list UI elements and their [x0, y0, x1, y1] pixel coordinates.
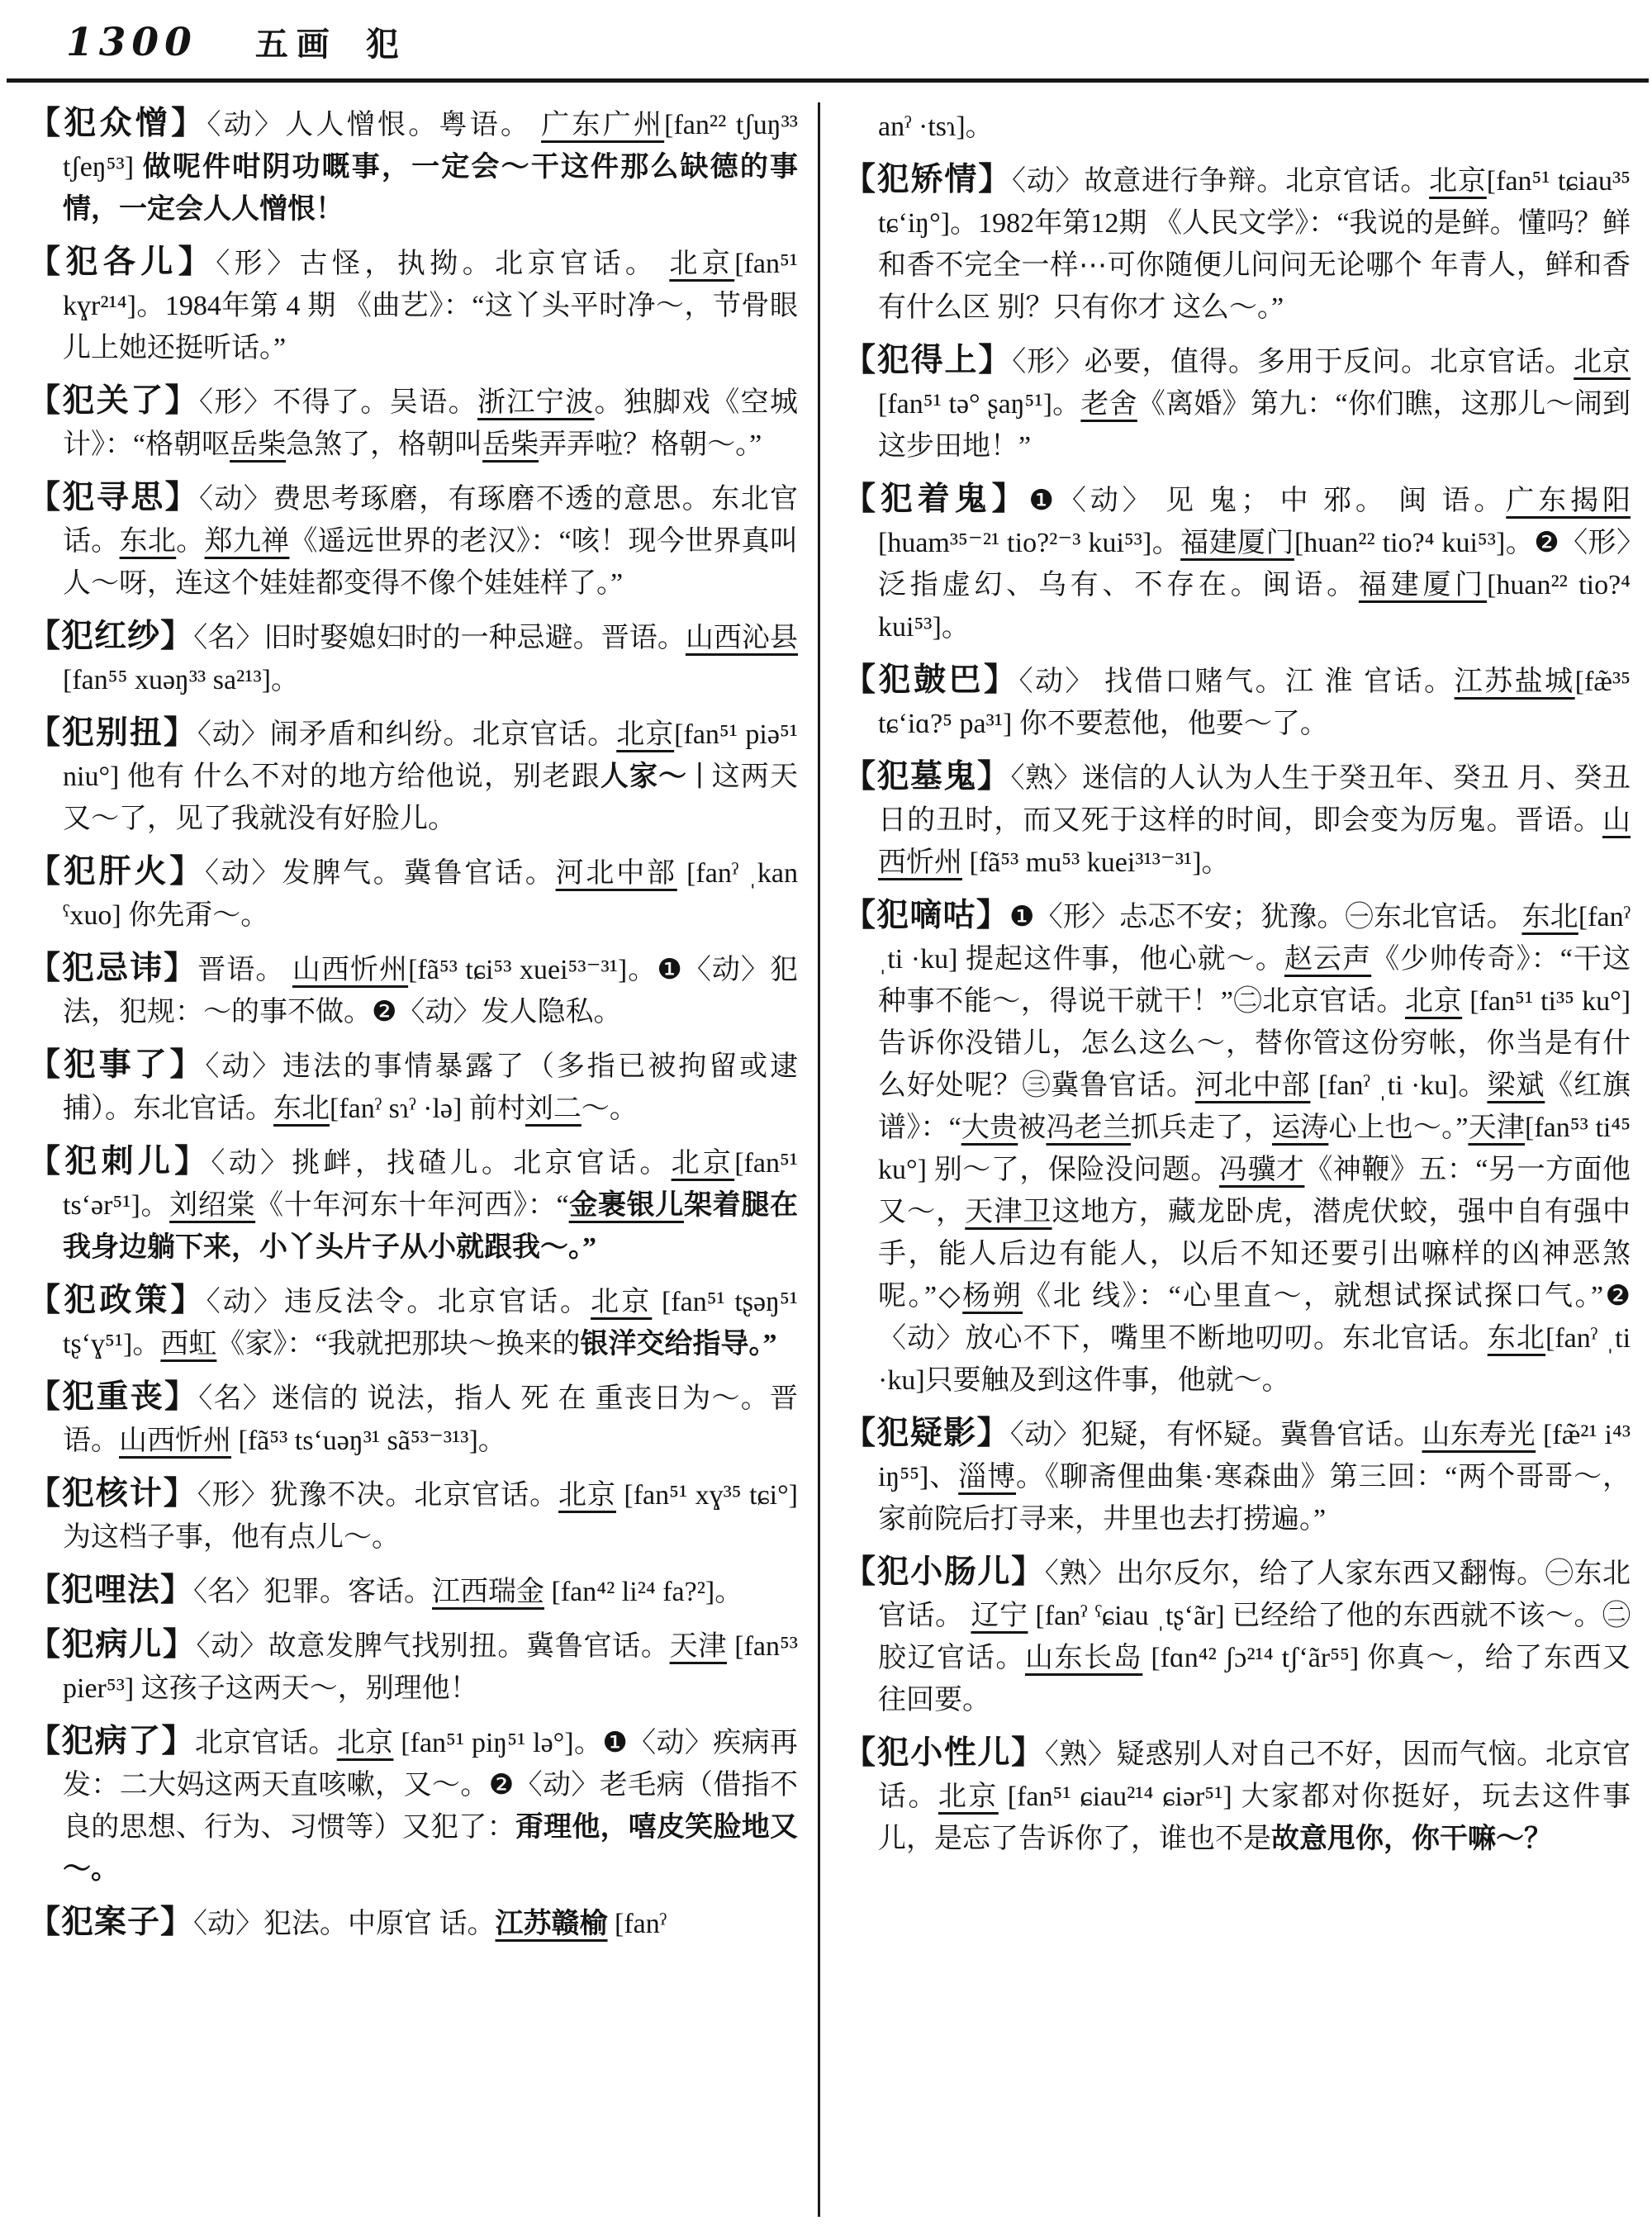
entry-headword: 【犯寻思】 — [28, 480, 199, 515]
entry-text: 。独脚戏《空城计》：“格朝呕 — [63, 387, 799, 460]
entry-text: 心上也～。” — [1328, 1113, 1469, 1143]
header-rule — [7, 78, 1649, 83]
entry-text: [fan⁵¹ piə⁵¹ niu°] 他有 什么不对的地方给他说，别老跟 — [63, 719, 798, 792]
proper-noun: 北京 — [1405, 986, 1463, 1017]
entry-headword: 【犯皷巴】 — [843, 662, 1019, 698]
proper-noun: 北京 — [938, 1782, 999, 1812]
entry-text: 银洋交给指导。” — [580, 1329, 777, 1359]
proper-noun: 岳柴 — [230, 429, 287, 460]
entry-text: [fæ̃²¹ i⁴³ iŋ⁵⁵]、 — [878, 1420, 1631, 1492]
proper-noun: 福建厦门 — [1180, 528, 1294, 558]
proper-noun: 江西瑞金 — [432, 1577, 545, 1607]
entry-text: [fanˀ ˌti ·ku]只要触及到这件事，他就～。 — [878, 1323, 1631, 1396]
dictionary-entry — [843, 1412, 1631, 1540]
entry-headword: 【犯肝火】 — [28, 854, 205, 890]
entry-text: 《北 线》：“心里直～，就想试探试探口气。”❷〈动〉放心不下，嘴里不断地叨叨。东北官话。 — [878, 1281, 1631, 1354]
entry-text: [fã⁵³ tɕi⁵³ xuei⁵³⁻³¹]。❶〈动〉犯法，犯规：～的事不做。❷〈动〉发人隐私。 — [63, 955, 798, 1027]
section-title — [255, 18, 399, 65]
proper-noun: 淄博 — [958, 1462, 1017, 1492]
entry-text: [fanˀ ˌti ·ku] 提起这件事，他心就～。 — [878, 902, 1631, 975]
entry-text: 架着腿在我身边躺下来，小丫头片子从小就跟我～。” — [63, 1190, 798, 1263]
entry-text: 〈形〉不得了。吴语。 — [199, 387, 477, 418]
dictionary-entry — [28, 1569, 798, 1613]
entry-text: 〈熟〉迷信的人认为人生于癸丑年、癸丑 月、癸丑日的丑时，而又死于这样的时间，即会变为厉鬼。晋语。 — [878, 763, 1631, 836]
entry-text: ❶〈动〉 见 鬼； 中 邪。 闽 语。 — [1028, 486, 1507, 516]
entry-headword: 【犯墓鬼】 — [843, 759, 1011, 795]
proper-noun: 大贵 — [961, 1113, 1018, 1143]
entry-headword: 【犯事了】 — [28, 1047, 206, 1083]
dictionary-entry — [843, 106, 1631, 148]
entry-text: 《遥远世界的老汉》：“咳！现今世界真叫人～呀，连这个娃娃都变得不像个娃娃样了。” — [63, 526, 799, 599]
dictionary-entry — [28, 1044, 798, 1130]
entry-text: 做呢件咁阴功嘅事，一定会～干这件那么缺德的事情，一定会人人憎恨！ — [63, 152, 798, 225]
proper-noun: 老舍 — [1080, 389, 1137, 420]
entry-text: [fan⁵¹ tʂəŋ⁵¹ tʂ‘ɣ⁵¹]。 — [63, 1287, 798, 1359]
entry-headword: 【犯矫情】 — [843, 162, 1013, 197]
proper-noun: 天津 — [1468, 1113, 1525, 1143]
entry-text: 〈名〉旧时娶媳妇时的一种忌避。晋语。 — [193, 623, 686, 653]
entry-text: [huam³⁵⁻²¹ tio?²⁻³ kui⁵³]。 — [878, 528, 1181, 558]
entry-text: 《红旗谱》：“ — [878, 1070, 1631, 1143]
dictionary-entry — [28, 241, 798, 369]
entry-text: 《少帅传奇》：“干这种事不能～，得说干就干！”㊁北京官话。 — [878, 944, 1631, 1017]
entry-text: [fan⁵¹ xɣ³⁵ tɕi°] 为这档子事，他有点儿～。 — [63, 1480, 799, 1553]
entry-text: 〈形〉必要，值得。多用于反问。北京官话。 — [1012, 347, 1574, 377]
entry-text: 晋语。 — [197, 955, 292, 985]
entry-text: [fanˀ sɿˀ ·lə] 前村 — [330, 1094, 525, 1124]
radical-char: 犯 — [365, 26, 399, 63]
entry-headword: 【犯病了】 — [28, 1724, 195, 1759]
entry-text: 〈动〉闹矛盾和纠纷。北京官话。 — [197, 719, 617, 750]
proper-noun: 北京 — [591, 1287, 653, 1317]
entry-text: 〈动〉犯疑，有怀疑。冀鲁官话。 — [1009, 1420, 1422, 1450]
dictionary-entry — [28, 1473, 798, 1559]
proper-noun: 广东广州 — [541, 110, 665, 140]
entry-text: [fan²² tʃuŋ³³ tʃeŋ⁵³] — [63, 110, 799, 183]
dictionary-entry — [28, 102, 798, 230]
dictionary-entry — [28, 851, 798, 937]
dictionary-entry — [28, 712, 798, 840]
stroke-count-label: 五画 — [254, 26, 338, 63]
proper-noun: 河北中部 — [555, 858, 677, 889]
proper-noun: 北京 — [1574, 347, 1631, 377]
proper-noun: 岳柴 — [482, 429, 539, 460]
proper-noun: 辽宁 — [971, 1601, 1028, 1631]
entry-text: 〈动〉犯法。中原官 话。 — [193, 1909, 496, 1939]
entry-headword: 【犯病儿】 — [28, 1627, 197, 1663]
entry-headword: 【犯关了】 — [28, 383, 199, 419]
proper-noun: 郑九禅 — [204, 526, 290, 557]
proper-noun: 运涛 — [1271, 1113, 1329, 1143]
proper-noun: 浙江宁波 — [477, 387, 595, 418]
entry-text: [fan⁵³ pier⁵³] 这孩子这两天～，别理他！ — [63, 1631, 798, 1704]
entry-text: 急煞了，格朝叫 — [286, 429, 483, 460]
entry-text: [fan⁵³ ti⁴⁵ ku°] 别～了，保险没问题。 — [878, 1113, 1631, 1185]
dictionary-entry — [843, 756, 1631, 884]
entry-text: 。《聊斋俚曲集·寒森曲》第三回：“两个哥哥～，家前院后打寻来，井里也去打捞遍。” — [878, 1462, 1631, 1535]
dictionary-entry — [843, 478, 1631, 648]
entry-text: [fã⁵³ ts‘uəŋ³¹ sã⁵³⁻³¹³]。 — [231, 1426, 506, 1456]
dictionary-entry — [28, 1624, 798, 1710]
entry-text: 《神鞭》五：“另一方面他又～， — [878, 1155, 1631, 1227]
entry-headword: 【犯政策】 — [28, 1283, 206, 1318]
right-column — [818, 102, 1652, 2217]
proper-noun: 江苏盐城 — [1454, 667, 1575, 697]
entry-headword: 【犯忌讳】 — [28, 951, 198, 986]
entry-text: 被 — [1018, 1113, 1047, 1143]
dictionary-entry — [28, 477, 798, 605]
entry-headword: 【犯众憎】 — [28, 106, 207, 141]
dictionary-entry — [843, 1551, 1631, 1721]
proper-noun: 北京 — [671, 1148, 735, 1179]
entry-text: 〈动〉故意发脾气找别扭。冀鲁官话。 — [196, 1631, 670, 1662]
proper-noun: 河北中部 — [1194, 1070, 1311, 1101]
page-header — [0, 0, 1652, 65]
entry-text: 这地方，藏龙卧虎，潜虎伏蛟，强中自有强中手，能人后边有能人，以后不知还要引出嘛样的凶神恶煞呢。”◇ — [878, 1197, 1631, 1312]
entry-text: 〈动〉违法的事情暴露了（多指已被拘留或逮捕）。东北官话。 — [63, 1051, 798, 1124]
entry-text: [huan²² tio?⁴ kui⁵³]。❷〈形〉泛指虚幻、乌有、不存在。闽语。 — [878, 528, 1631, 600]
entry-text: [fan⁵¹ tə° ʂaŋ⁵¹]。 — [878, 389, 1081, 420]
proper-noun: 山东长岛 — [1024, 1643, 1143, 1673]
proper-noun: 西虹 — [160, 1329, 217, 1359]
entry-text: 〈名〉犯罪。客话。 — [193, 1577, 433, 1607]
entry-text: 。 — [176, 526, 205, 557]
entry-headword: 【犯别扭】 — [28, 715, 197, 751]
proper-noun: 北京 — [669, 249, 735, 279]
entry-text: 〈形〉犹豫不决。北京官话。 — [197, 1480, 559, 1511]
entry-text: [fã⁵³ mu⁵³ kuei³¹³⁻³¹]。 — [962, 847, 1230, 878]
entry-headword: 【犯着鬼】 — [843, 482, 1029, 517]
dictionary-entry — [843, 339, 1631, 467]
proper-noun: 福建厦门 — [1358, 570, 1488, 600]
dictionary-entry — [843, 159, 1631, 329]
proper-noun: 冯老兰 — [1046, 1113, 1132, 1143]
proper-noun: 梁斌 — [1487, 1070, 1545, 1101]
dictionary-entry — [28, 1720, 798, 1891]
proper-noun: 广东揭阳 — [1506, 486, 1631, 516]
dictionary-entry — [843, 659, 1631, 745]
proper-noun: 北京 — [1429, 166, 1487, 197]
dictionary-entry — [28, 1901, 798, 1945]
entry-text: 北京官话。 — [194, 1728, 337, 1758]
proper-noun: 山西忻州 — [119, 1426, 231, 1456]
proper-noun: 冯骥才 — [1218, 1155, 1305, 1185]
entry-headword: 【犯重丧】 — [28, 1379, 199, 1415]
proper-noun: 金裹银儿 — [568, 1190, 684, 1221]
dictionary-entry — [28, 1376, 798, 1462]
entry-text: [fan⁵¹ kɣr²¹⁴]。1984年第 4 期 《曲艺》：“这丫头平时净～，节骨眼儿上她还挺听话。” — [63, 249, 798, 363]
entry-headword: 【犯小性儿】 — [843, 1735, 1045, 1771]
entry-text: [fan⁵¹ ti³⁵ ku°] 告诉你没错儿，怎么这么～，替你管这份穷帐，你当是有什么好处呢？㊂冀鲁官话。 — [878, 986, 1631, 1101]
entry-text: 人家～ — [600, 762, 688, 792]
entry-text: 〈熟〉疑惑别人对自己不好，因而气恼。北京官话。 — [878, 1739, 1631, 1812]
proper-noun: 山西忻州 — [878, 805, 1631, 878]
entry-headword: 【犯嘀咕】 — [843, 898, 1009, 933]
proper-noun: 天津 — [669, 1631, 727, 1662]
entry-text: 《十年河东十年河西》：“ — [255, 1190, 569, 1221]
entry-text: 《家》：“我就把那块～换来的 — [216, 1329, 581, 1359]
proper-noun: 北京 — [558, 1480, 616, 1511]
left-column — [0, 102, 818, 2217]
proper-noun: 江苏赣榆 — [495, 1909, 608, 1939]
entry-text: 〈动〉人人憎恨。粤语。 — [206, 110, 542, 140]
entry-text: [fan⁴² li²⁴ fa?²]。 — [544, 1577, 743, 1607]
proper-noun: 北京 — [336, 1728, 394, 1758]
proper-noun: 北京 — [616, 719, 675, 750]
entry-text: 弄弄啦？格朝～。” — [539, 429, 762, 460]
entry-text: 〈熟〉出尔反尔，给了人家东西又翻悔。㊀东北官话。 — [878, 1559, 1631, 1631]
entry-text: [fæ̃³⁵ tɕ‘iɑ?⁵ pa³¹] 你不要惹他，他要～了。 — [878, 667, 1631, 739]
entry-text: 〈动〉故意进行争辩。北京官话。 — [1012, 166, 1430, 197]
entry-text: 〈形〉古怪，执拗。北京官话。 — [216, 249, 670, 279]
entry-text: 《离婚》第九：“你们瞧，这那儿～闹到这步田地！” — [878, 389, 1631, 462]
entry-text: [fɑn⁴² ʃɔ²¹⁴ tʃ‘ãr⁵⁵] 你真～，给了东西又往回要。 — [878, 1643, 1631, 1715]
entry-text: 〈动〉挑衅，找碴儿。北京官话。 — [211, 1148, 672, 1179]
entry-headword: 【犯小肠儿】 — [843, 1554, 1045, 1590]
entry-text: 故意甩你，你干嘛～？ — [1271, 1824, 1552, 1854]
proper-noun: 东北 — [273, 1094, 330, 1124]
entry-text: [fan⁵¹ piŋ⁵¹ lə°]。❶〈动〉疾病再发：二大妈这两天直咳嗽，又～。❷〈动〉老毛病（借指不良的思想、行为、习惯等）又犯了： — [63, 1728, 799, 1843]
proper-noun: 东北 — [119, 526, 177, 557]
entry-headword: 【犯案子】 — [28, 1905, 194, 1940]
entry-text: anˀ ·tsɿ]。 — [878, 112, 994, 142]
dictionary-entry — [28, 1141, 798, 1269]
dictionary-entry — [28, 615, 798, 701]
proper-noun: 山西沁县 — [685, 623, 799, 653]
entry-text: [fanˀ — [607, 1909, 667, 1939]
entry-text: [fan⁵¹ tɕiau³⁵ tɕ‘iŋ°]。1982年第12期 《人民文学》：“我说的是鲜。懂吗？鲜和香不完全一样⋯可你随便儿问问无论哪个 年青人，鲜和香有什么区 别？只有你才 这么～。” — [878, 166, 1631, 323]
entry-text: [fan⁵¹ ts‘ər⁵¹]。 — [63, 1148, 798, 1221]
entry-text: 抓兵走了， — [1131, 1113, 1272, 1143]
proper-noun: 杨朔 — [962, 1281, 1023, 1312]
proper-noun: 山东寿光 — [1422, 1420, 1536, 1450]
dictionary-body — [0, 102, 1652, 2217]
entry-text: 甭理他，嘻皮笑脸地又～。 — [63, 1812, 799, 1885]
entry-text: [fan⁵⁵ xuəŋ³³ sa²¹³]。 — [63, 665, 299, 695]
proper-noun: 赵云声 — [1284, 944, 1372, 975]
entry-text: 〈动〉 找借口赌气。江 淮 官话。 — [1018, 667, 1455, 697]
entry-text: 〈动〉违反法令。北京官话。 — [206, 1287, 591, 1317]
entry-text: 〈动〉费思考琢磨，有琢磨不透的意思。东北官话。 — [63, 484, 798, 557]
entry-text: [fanˀ ˁɕiau ˌtʂ‘ãr] 已经给了他的东西就不该～。㊁胶辽官话。 — [878, 1601, 1631, 1673]
entry-headword: 【犯哩法】 — [28, 1573, 194, 1608]
entry-text: [huan²² tio?⁴ kui⁵³]。 — [878, 570, 1631, 643]
entry-headword: 【犯红纱】 — [28, 619, 194, 654]
entry-text: ❶〈形〉忐忑不安；犹豫。㊀东北官话。 — [1009, 902, 1522, 932]
proper-noun: 天津卫 — [965, 1197, 1052, 1227]
entry-text: ∣ 这两天又～了，见了我就没有好脸儿。 — [63, 762, 798, 834]
entry-text: 〈动〉发脾气。冀鲁官话。 — [205, 858, 556, 889]
entry-headword: 【犯各儿】 — [28, 244, 216, 280]
entry-text: [fanˀ ˌti ·ku]。 — [1310, 1070, 1488, 1101]
entry-text: [fan⁵¹ ɕiau²¹⁴ ɕiər⁵¹] 大家都对你挺好，玩去这件事儿，是忘了告诉你了，谁也不是 — [878, 1782, 1631, 1854]
entry-headword: 【犯核计】 — [28, 1476, 197, 1511]
page-number: 1300 — [66, 20, 197, 65]
proper-noun: 山西忻州 — [292, 955, 409, 985]
proper-noun: 东北 — [1521, 902, 1578, 932]
dictionary-entry — [28, 380, 798, 466]
dictionary-entry — [843, 1732, 1631, 1860]
dictionary-entry — [28, 1279, 798, 1365]
proper-noun: 刘二 — [525, 1094, 582, 1124]
entry-text: [fanˀ ˌkan ˁxuo] 你先甭～。 — [63, 858, 798, 931]
dictionary-entry — [28, 947, 798, 1033]
proper-noun: 刘绍棠 — [169, 1190, 256, 1221]
dictionary-entry — [843, 894, 1631, 1402]
entry-headword: 【犯刺儿】 — [28, 1144, 211, 1179]
entry-headword: 【犯疑影】 — [843, 1416, 1010, 1451]
entry-headword: 【犯得上】 — [843, 343, 1013, 378]
entry-text: 〈名〉迷信的 说法，指人 死 在 重丧日为～。晋语。 — [63, 1383, 798, 1456]
entry-text: ～。 — [581, 1094, 638, 1124]
proper-noun: 东北 — [1487, 1323, 1545, 1354]
